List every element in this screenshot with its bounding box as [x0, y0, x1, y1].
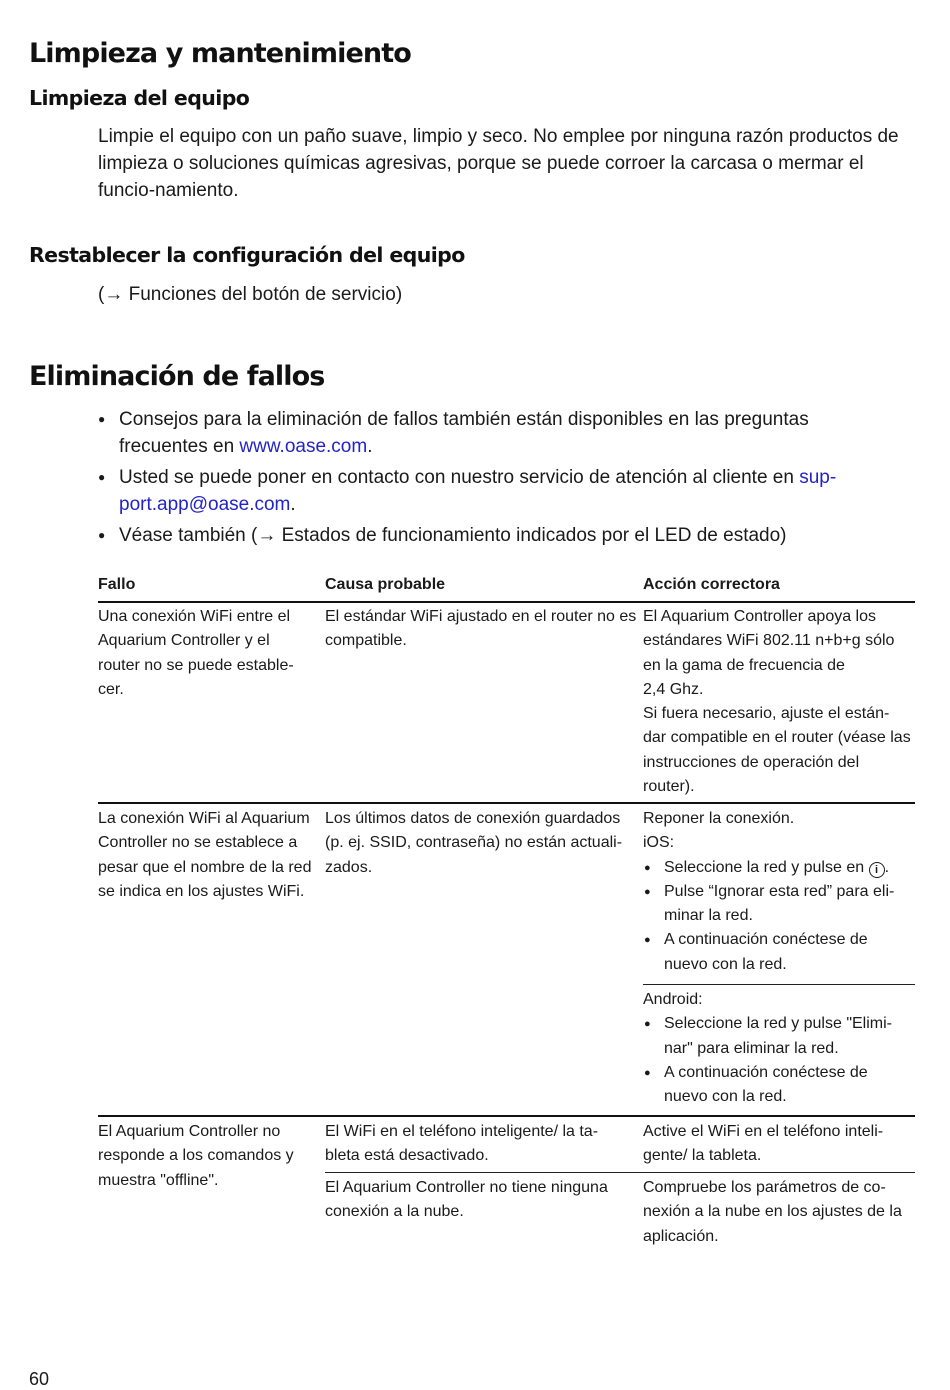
android-steps-list — [643, 1012, 911, 1109]
row1-rule — [98, 802, 915, 804]
bullet-text-end: . — [290, 494, 296, 515]
row3-fault: El Aquarium Controller no responde a los comandos y muestra "offline". — [98, 1123, 294, 1189]
bullet-text: Véase también (→ Estados de funcionamiento indicados por el LED de estado) — [119, 525, 787, 546]
row2-inner-rule — [643, 984, 915, 985]
row3-cause-a: El WiFi en el teléfono inteligente/ la ta-bleta está desactivado. — [325, 1123, 599, 1165]
row3-action-b: Compruebe los parámetros de co-nexión a la nube en los ajustes de la aplicación. — [643, 1179, 902, 1245]
row1-fault: Una conexión WiFi entre el Aquarium Controller y el router no se puede estable-cer. — [98, 608, 294, 698]
section-title-troubleshooting: Eliminación de fallos — [29, 361, 325, 392]
cleaning-paragraph: Limpie el equipo con un paño suave, limpio y seco. No emplee por ninguna razón productos de limpieza o soluciones químicas agresivas, porque se puede corroer la carcasa o mermar el funcio-namiento. — [98, 126, 899, 201]
android-step-1: ● Seleccione la red y pulse "Elimi-nar" para eliminar la red. — [643, 1012, 911, 1061]
row2-action-android — [643, 988, 911, 1109]
ios-step-1-text: Seleccione la red y pulse en — [664, 858, 865, 876]
row2-action-ios — [643, 807, 911, 977]
subsection-title-cleaning: Limpieza del equipo — [29, 86, 250, 110]
troubleshooting-bullet-list — [98, 406, 898, 553]
bullet-faq — [98, 406, 898, 460]
ios-step-1: ● Seleccione la red y pulse en i . — [643, 856, 911, 880]
faq-link[interactable]: www.oase.com — [239, 436, 368, 457]
table-header-action: Acción correctora — [643, 576, 780, 593]
row1-action-line3: Si fuera necesario, ajuste el están-dar compatible en el router (véase las instrucciones de operación del router). — [643, 705, 911, 796]
row2-fault: La conexión WiFi al Aquarium Controller no se establece a pesar que el nombre de la red se indica en los ajustes WiFi. — [98, 810, 312, 900]
table-header-fault: Fallo — [98, 576, 136, 593]
row3-cause-b: El Aquarium Controller no tiene ninguna conexión a la nube. — [325, 1179, 608, 1221]
bullet-see-also — [98, 522, 898, 549]
row3-inner-rule — [325, 1172, 915, 1173]
row3-action-a: Active el WiFi en el teléfono inteli-gente/ la tableta. — [643, 1123, 884, 1165]
section-title-cleaning-maintenance: Limpieza y mantenimiento — [29, 38, 411, 69]
bullet-text-end: . — [367, 436, 373, 457]
page-number: 60 — [29, 1369, 50, 1389]
row1-action-line1: El Aquarium Controller apoya los estándares WiFi 802.11 n+b+g sólo en la gama de frecuencia de — [643, 608, 895, 674]
android-label: Android: — [643, 991, 703, 1008]
bullet-text: Consejos para la eliminación de fallos también están disponibles en las preguntas frecuentes en — [119, 409, 809, 457]
info-icon: i — [869, 862, 885, 878]
row1-action-line2: 2,4 Ghz. — [643, 680, 704, 698]
row2-cause: Los últimos datos de conexión guardados (p. ej. SSID, contraseña) no están actuali-zados. — [325, 810, 623, 876]
ios-step-2: ● Pulse “Ignorar esta red” para eli-minar la red. — [643, 880, 911, 929]
row2-action-intro: Reponer la conexión. — [643, 810, 795, 827]
ios-label: iOS: — [643, 834, 675, 852]
ios-steps-list — [643, 856, 911, 977]
ios-step-3: ● A continuación conéctese de nuevo con la red. — [643, 928, 911, 977]
bullet-text: Usted se puede poner en contacto con nuestro servicio de atención al cliente en — [119, 467, 800, 488]
reset-reference: (→ Funciones del botón de servicio) — [98, 284, 403, 305]
row1-cause: El estándar WiFi ajustado en el router no es compatible. — [325, 608, 637, 650]
row2-rule — [98, 1115, 915, 1117]
bullet-support — [98, 464, 898, 518]
row1-action — [643, 605, 911, 799]
android-step-2: ● A continuación conéctese de nuevo con la red. — [643, 1061, 911, 1110]
support-email-link[interactable]: sup-port.app@oase.com — [119, 467, 837, 515]
table-header-cause: Causa probable — [325, 576, 446, 593]
subsection-title-reset: Restablecer la configuración del equipo — [29, 243, 465, 267]
table-header-rule — [98, 601, 915, 603]
